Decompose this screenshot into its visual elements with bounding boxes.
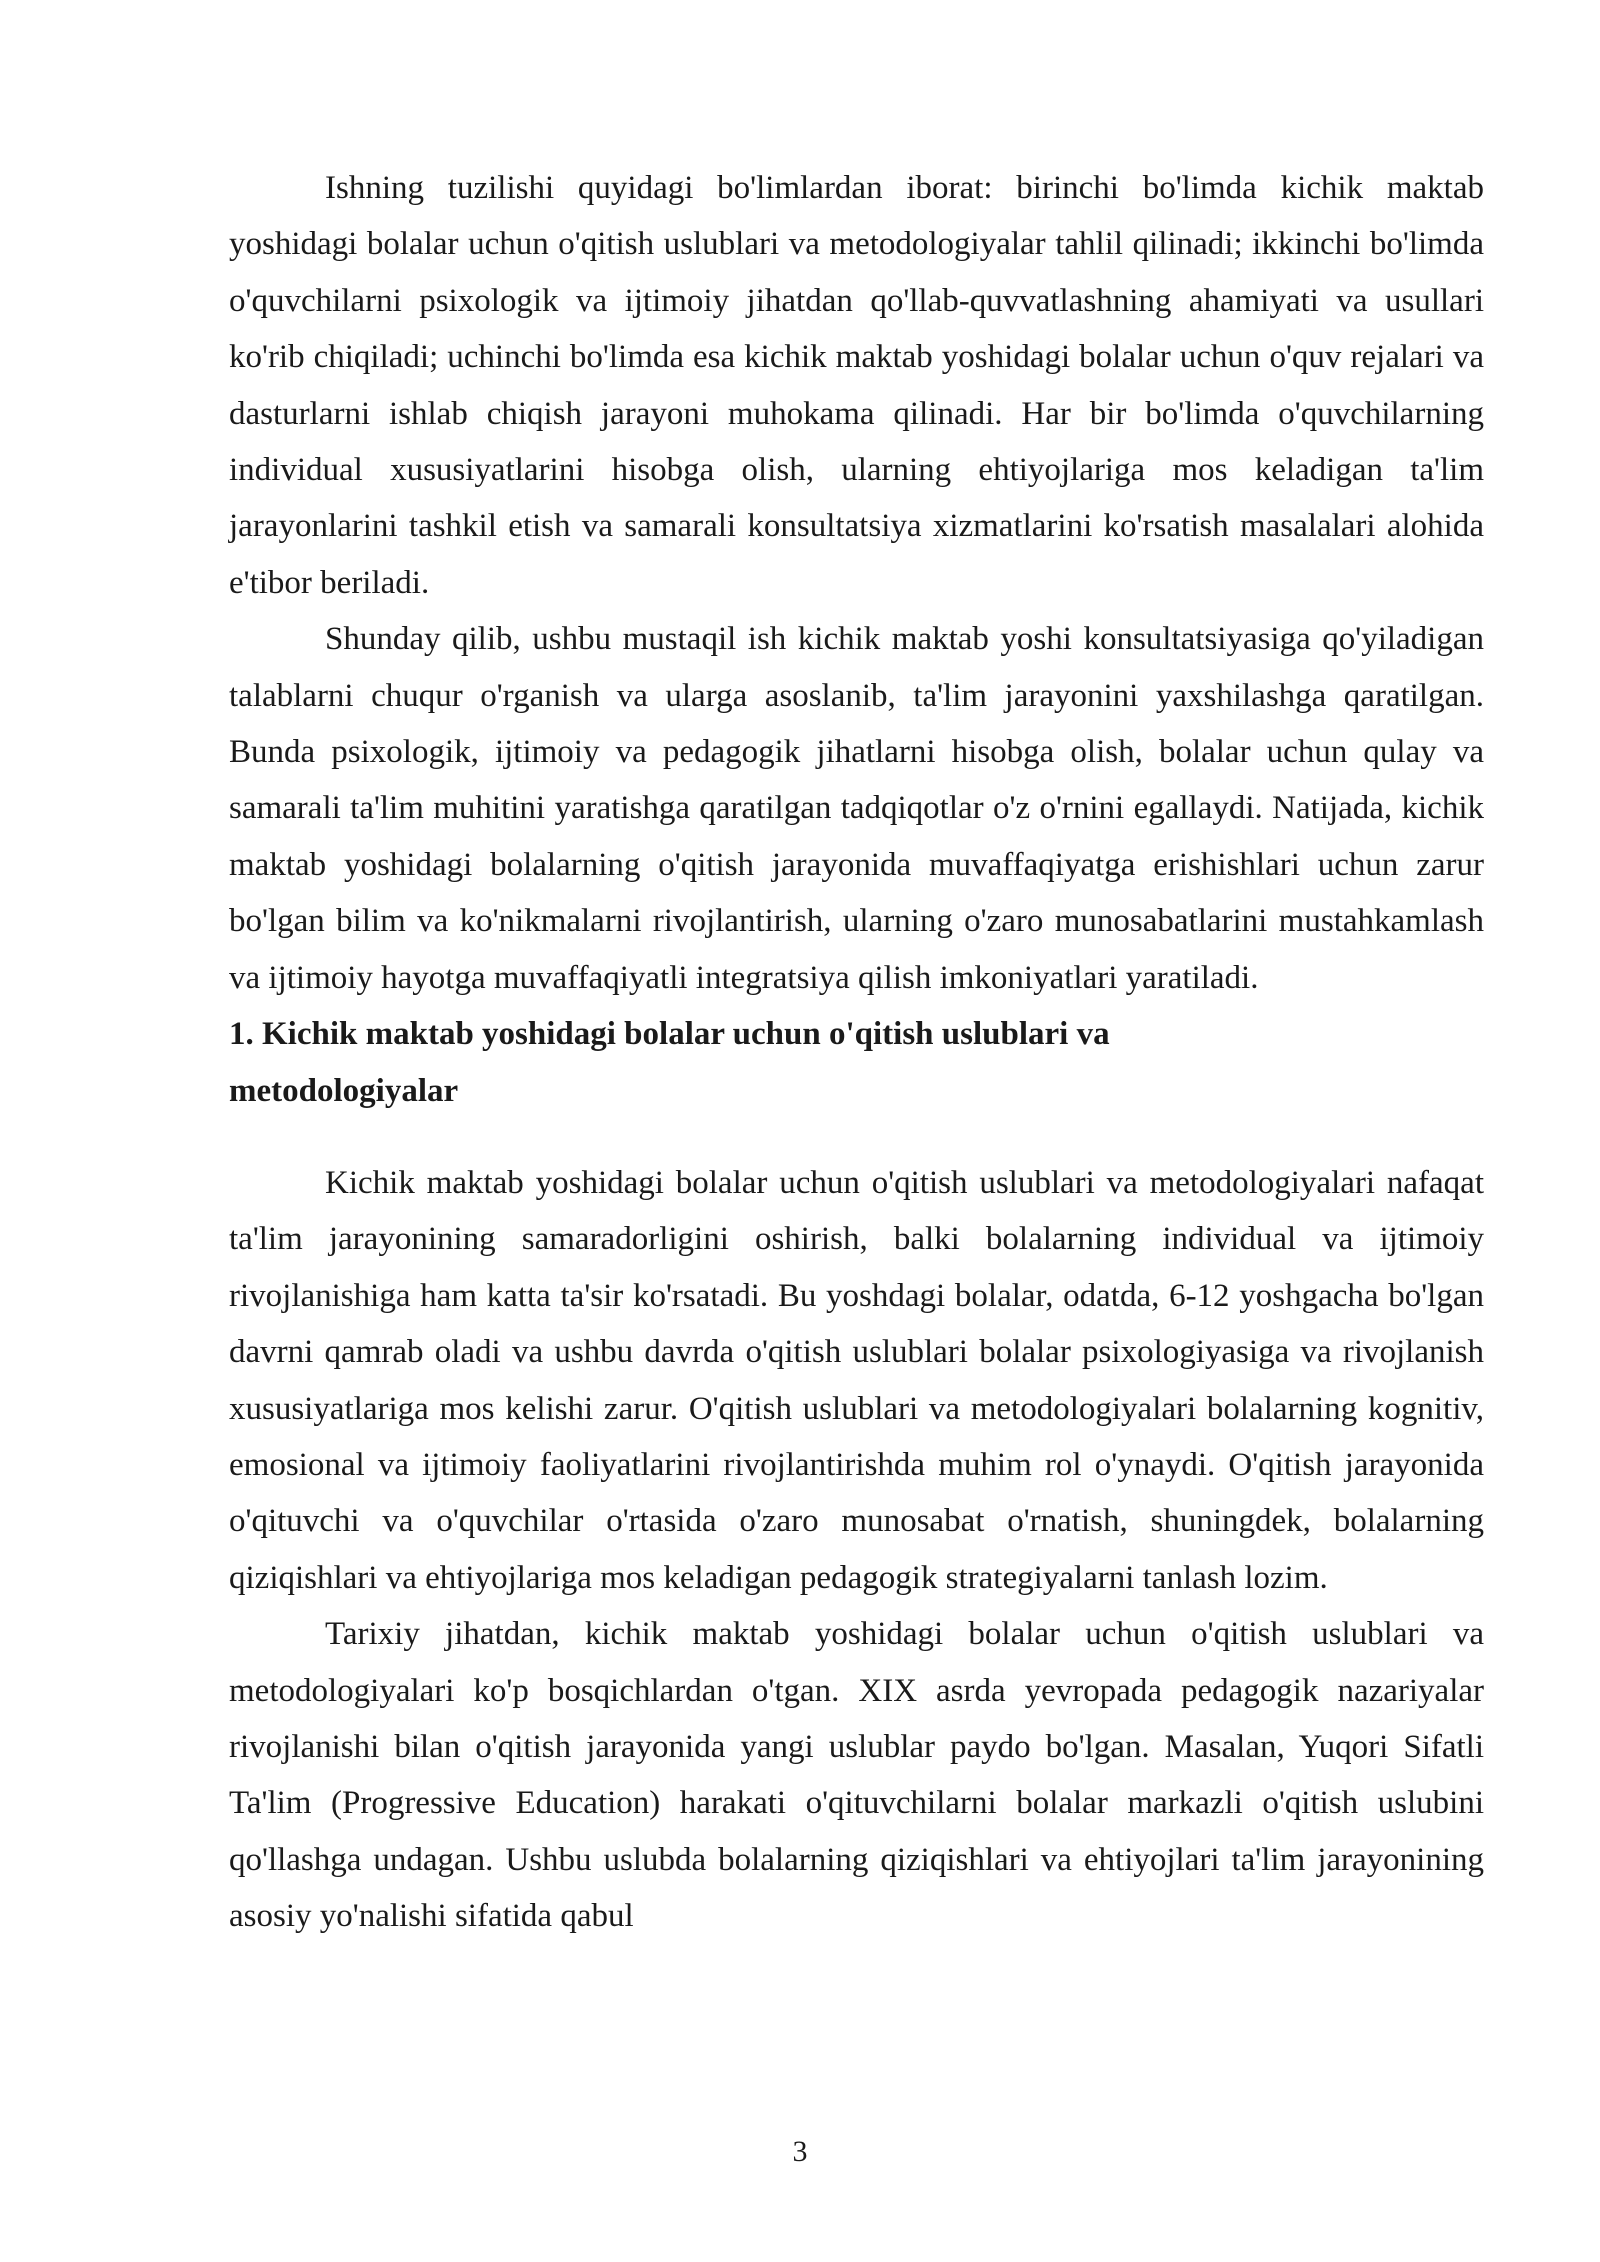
section-heading: 1. Kichik maktab yoshidagi bolalar uchun o'qitish uslublari va metodologiyalar	[229, 1016, 1110, 1109]
page-body	[229, 160, 1484, 1945]
page-number: 3	[792, 2135, 808, 2168]
paragraph-conclusion-intro: Shunday qilib, ushbu mustaqil ish kichik maktab yoshi konsultatsiyasiga qo'yiladigan talablarni chuqur o'rganish va ularga asoslanib, ta'lim jarayonini yaxshilashga qaratilgan. Bunda psixologik, ijtimoiy va pedagogik jihatlarni hisobga olish, bolalar uchun qulay va samarali ta'lim muhitini yaratishga qaratilgan tadqiqotlar o'z o'rnini egallaydi. Natijada, kichik maktab yoshidagi bolalarning o'qitish jarayonida muvaffaqiyatga erishishlari uchun zarur bo'lgan bilim va ko'nikmalarni rivojlantirish, ularning o'zaro munosabatlarini mustahkamlash va ijtimoiy hayotga muvaffaqiyatli integratsiya qilish imkoniyatlari yaratiladi.	[229, 621, 1484, 996]
paragraph-work-structure: Ishning tuzilishi quyidagi bo'limlardan iborat: birinchi bo'limda kichik maktab yoshidagi bolalar uchun o'qitish uslublari va metodologiyalar tahlil qilinadi; ikkinchi bo'limda o'quvchilarni psixologik va ijtimoiy jihatdan qo'llab-quvvatlashning ahamiyati va usullari ko'rib chiqiladi; uchinchi bo'limda esa kichik maktab yoshidagi bolalar uchun o'quv rejalari va dasturlarni ishlab chiqish jarayoni muhokama qilinadi. Har bir bo'limda o'quvchilarning individual xususiyatlarini hisobga olish, ularning ehtiyojlariga mos keladigan ta'lim jarayonlarini tashkil etish va samarali konsultatsiya xizmatlarini ko'rsatish masalalari alohida e'tibor beriladi.	[229, 170, 1484, 601]
heading-spacer	[229, 1119, 1484, 1155]
paragraph-methods-overview: Kichik maktab yoshidagi bolalar uchun o'qitish uslublari va metodologiyalari nafaqat ta'lim jarayonining samaradorligini oshirish, balki bolalarning individual va ijtimoiy rivojlanishiga ham katta ta'sir ko'rsatadi. Bu yoshdagi bolalar, odatda, 6-12 yoshgacha bo'lgan davrni qamrab oladi va ushbu davrda o'qitish uslublari bolalar psixologiyasiga va rivojlanish xususiyatlariga mos kelishi zarur. O'qitish uslublari va metodologiyalari bolalarning kognitiv, emosional va ijtimoiy faoliyatlarini rivojlantirishda muhim rol o'ynaydi. O'qitish jarayonida o'qituvchi va o'quvchilar o'rtasida o'zaro munosabat o'rnatish, shuningdek, bolalarning qiziqishlari va ehtiyojlariga mos keladigan pedagogik strategiyalarni tanlash lozim.	[229, 1164, 1484, 1596]
paragraph-historical-context: Tarixiy jihatdan, kichik maktab yoshidagi bolalar uchun o'qitish uslublari va metodologiyalari ko'p bosqichlardan o'tgan. XIX asrda yevropada pedagogik nazariyalar rivojlanishi bilan o'qitish jarayonida yangi uslublar paydo bo'lgan. Masalan, Yuqori Sifatli Ta'lim (Progressive Education) harakati o'qituvchilarni bolalar markazli o'qitish uslubini qo'llashga undagan. Ushbu uslubda bolalarning qiziqishlari va ehtiyojlari ta'lim jarayonining asosiy yo'nalishi sifatida qabul	[229, 1616, 1484, 1935]
